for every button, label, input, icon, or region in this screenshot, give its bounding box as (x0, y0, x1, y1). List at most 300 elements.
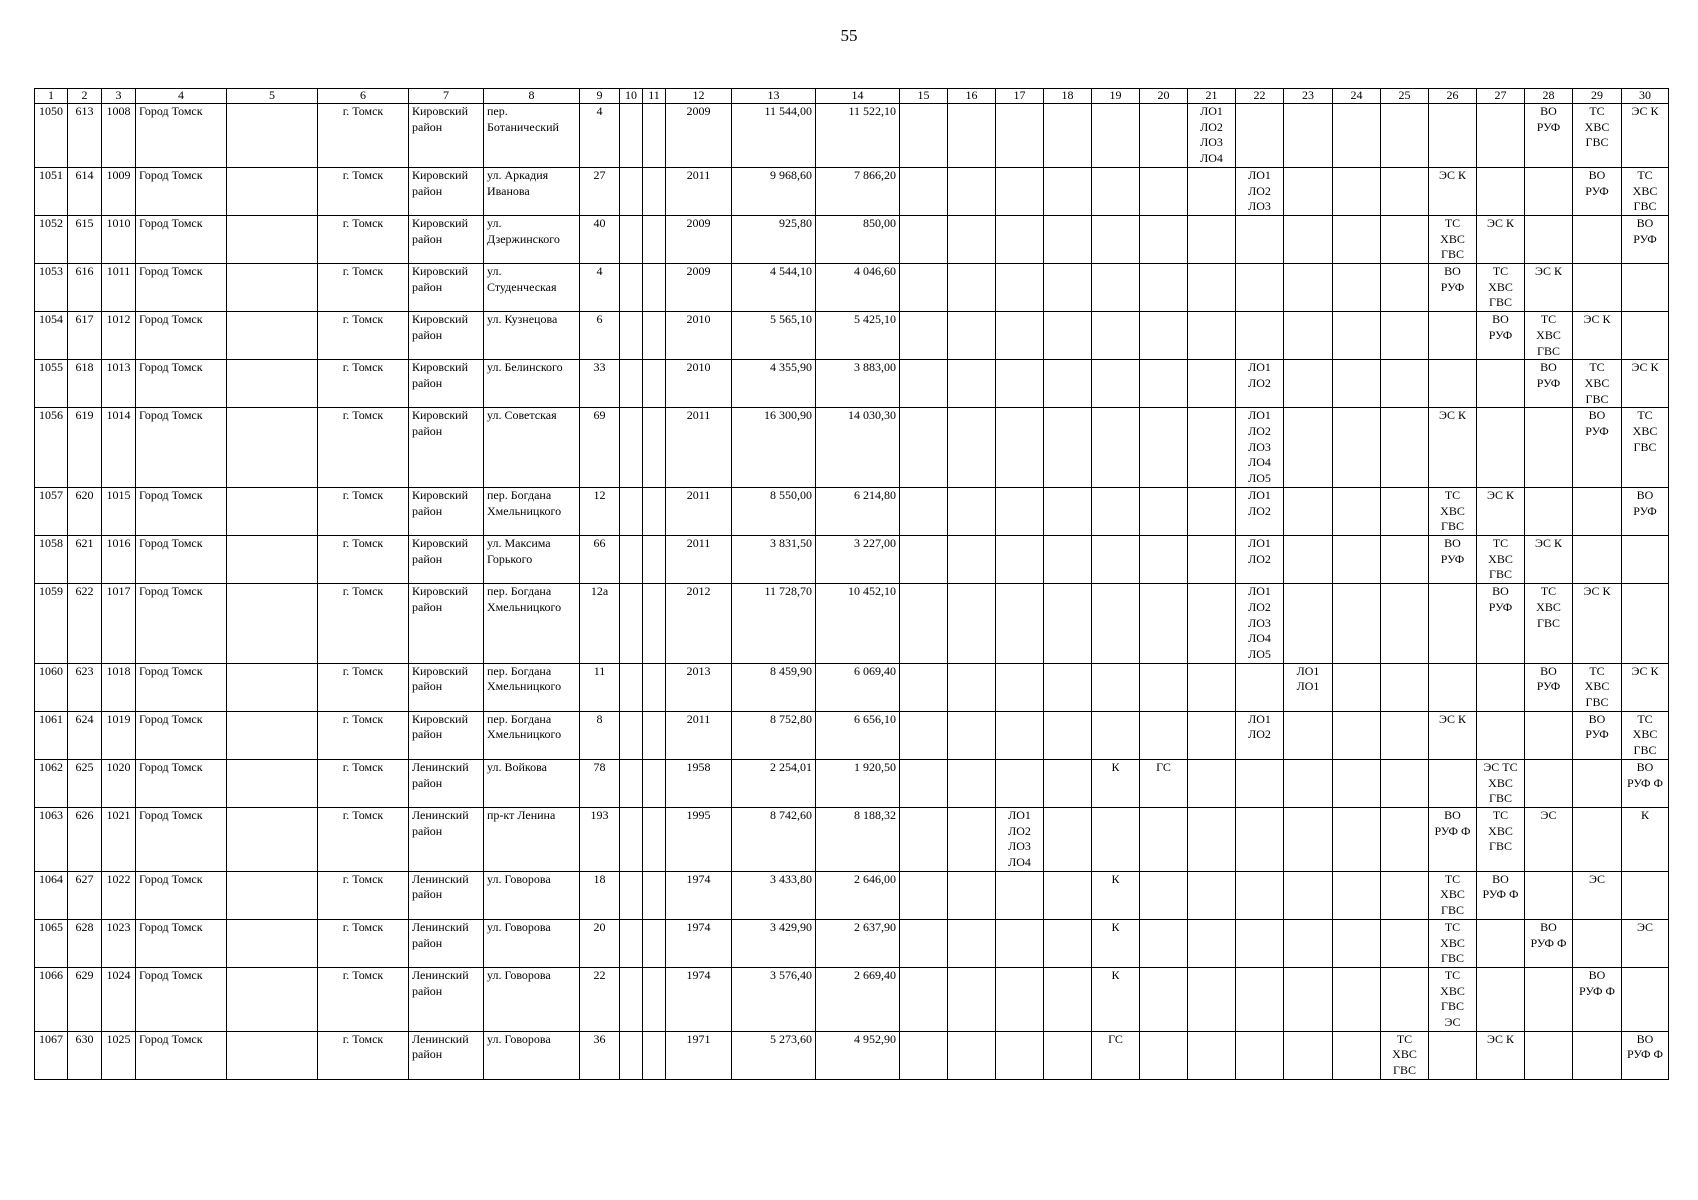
table-cell: 1010 (102, 215, 136, 263)
table-cell: ЭС К (1429, 408, 1477, 488)
table-cell: 619 (68, 408, 102, 488)
table-row (35, 215, 1669, 263)
table-cell (1622, 584, 1669, 664)
table-cell (1622, 535, 1669, 583)
table-cell: г. Томск (318, 584, 409, 664)
table-cell: г. Томск (318, 807, 409, 871)
table-cell: 1971 (666, 1031, 732, 1079)
table-cell: 624 (68, 711, 102, 759)
table-cell (620, 215, 643, 263)
table-cell (1284, 487, 1333, 535)
table-cell: 4 046,60 (816, 264, 900, 312)
table-cell: Кировский район (409, 104, 484, 168)
table-cell: 1974 (666, 967, 732, 1031)
table-cell (900, 312, 948, 360)
table-cell: 1015 (102, 487, 136, 535)
table-cell: 1014 (102, 408, 136, 488)
table-cell: ЭС К (1573, 584, 1622, 664)
table-cell: ТС ХВС ГВС (1429, 487, 1477, 535)
table-cell: 1053 (35, 264, 68, 312)
table-cell: г. Томск (318, 360, 409, 408)
table-cell (620, 967, 643, 1031)
table-row (35, 871, 1669, 919)
table-cell: г. Томск (318, 711, 409, 759)
table-cell: 2011 (666, 167, 732, 215)
table-cell: 1025 (102, 1031, 136, 1079)
table-cell (1284, 711, 1333, 759)
table-cell: 11 728,70 (732, 584, 816, 664)
table-cell: г. Томск (318, 408, 409, 488)
table-cell (1429, 584, 1477, 664)
table-cell (1333, 871, 1381, 919)
table-row (35, 487, 1669, 535)
table-cell (1188, 759, 1236, 807)
table-cell: 2011 (666, 711, 732, 759)
table-cell (227, 167, 318, 215)
table-cell (948, 919, 996, 967)
table-row (35, 167, 1669, 215)
table-cell (620, 312, 643, 360)
table-cell: 1022 (102, 871, 136, 919)
column-header: 27 (1477, 89, 1525, 104)
table-cell: ул. Дзержинского (484, 215, 580, 263)
table-cell (1140, 167, 1188, 215)
table-cell (1381, 167, 1429, 215)
table-cell (643, 535, 666, 583)
table-cell: ВО РУФ Ф (1477, 871, 1525, 919)
table-cell (900, 711, 948, 759)
table-cell: ТС ХВС ГВС (1622, 408, 1669, 488)
table-cell (620, 487, 643, 535)
table-cell: ВО РУФ Ф (1622, 1031, 1669, 1079)
table-body (35, 104, 1669, 1080)
table-cell: 850,00 (816, 215, 900, 263)
table-cell (900, 967, 948, 1031)
table-cell (1236, 967, 1284, 1031)
table-cell (1333, 408, 1381, 488)
table-cell: 618 (68, 360, 102, 408)
table-cell (620, 584, 643, 664)
table-cell (996, 584, 1044, 664)
table-cell (948, 807, 996, 871)
column-header: 28 (1525, 89, 1573, 104)
table-cell (1284, 919, 1333, 967)
table-cell (1236, 759, 1284, 807)
table-cell: г. Томск (318, 104, 409, 168)
table-cell: 626 (68, 807, 102, 871)
table-cell (620, 104, 643, 168)
table-cell: пр-кт Ленина (484, 807, 580, 871)
table-cell: 1974 (666, 871, 732, 919)
table-cell (1573, 759, 1622, 807)
table-cell (996, 967, 1044, 1031)
table-cell (1140, 312, 1188, 360)
table-cell: Кировский район (409, 215, 484, 263)
table-cell (900, 215, 948, 263)
table-cell: ЛО1 ЛО1 (1284, 663, 1333, 711)
table-cell: 617 (68, 312, 102, 360)
table-cell: Ленинский район (409, 919, 484, 967)
table-cell (227, 360, 318, 408)
table-cell: ТС ХВС ГВС (1573, 360, 1622, 408)
table-cell: 1056 (35, 408, 68, 488)
table-cell (996, 215, 1044, 263)
column-header: 30 (1622, 89, 1669, 104)
table-cell: 69 (580, 408, 620, 488)
column-header: 16 (948, 89, 996, 104)
table-cell (1284, 584, 1333, 664)
table-cell: Кировский район (409, 264, 484, 312)
table-cell (1140, 967, 1188, 1031)
table-cell: 1052 (35, 215, 68, 263)
table-cell: 1016 (102, 535, 136, 583)
table-cell: 1050 (35, 104, 68, 168)
table-cell: ВО РУФ (1525, 360, 1573, 408)
table-cell (948, 264, 996, 312)
table-cell: 14 030,30 (816, 408, 900, 488)
table-cell (1140, 871, 1188, 919)
table-cell: 925,80 (732, 215, 816, 263)
table-cell: 12а (580, 584, 620, 664)
table-cell: ЭС К (1429, 167, 1477, 215)
table-cell: ЭС (1622, 919, 1669, 967)
table-cell: 2 669,40 (816, 967, 900, 1031)
table-cell: 2012 (666, 584, 732, 664)
table-cell (1622, 967, 1669, 1031)
table-cell (996, 663, 1044, 711)
table-cell: 1974 (666, 919, 732, 967)
table-cell (1188, 535, 1236, 583)
table-cell: ЛО1 ЛО2 ЛО3 ЛО4 (996, 807, 1044, 871)
table-cell (900, 584, 948, 664)
table-cell: ВО РУФ (1429, 535, 1477, 583)
table-cell: ЛО1 ЛО2 (1236, 535, 1284, 583)
table-cell: Кировский район (409, 408, 484, 488)
table-cell: ТС ХВС ГВС (1429, 919, 1477, 967)
table-cell: 1958 (666, 759, 732, 807)
table-cell: ГС (1092, 1031, 1140, 1079)
table-cell: 2010 (666, 312, 732, 360)
table-cell (996, 487, 1044, 535)
table-cell (1525, 967, 1573, 1031)
table-cell (1092, 408, 1140, 488)
table-cell (1333, 535, 1381, 583)
table-cell (1381, 919, 1429, 967)
table-cell: 1017 (102, 584, 136, 664)
table-cell: г. Томск (318, 264, 409, 312)
table-cell (1140, 535, 1188, 583)
table-cell: г. Томск (318, 312, 409, 360)
table-cell (1381, 535, 1429, 583)
table-cell (948, 360, 996, 408)
table-cell: ТС ХВС ГВС (1525, 312, 1573, 360)
table-cell (1381, 871, 1429, 919)
table-cell (1092, 535, 1140, 583)
table-cell: ЭС К (1622, 104, 1669, 168)
table-cell: 1024 (102, 967, 136, 1031)
table-cell: пер. Богдана Хмельницкого (484, 584, 580, 664)
table-cell: г. Томск (318, 919, 409, 967)
table-cell: ВО РУФ (1429, 264, 1477, 312)
table-cell (1044, 487, 1092, 535)
table-cell: 6 214,80 (816, 487, 900, 535)
table-cell: 2009 (666, 215, 732, 263)
table-cell (1044, 584, 1092, 664)
table-cell: 1012 (102, 312, 136, 360)
table-cell: Город Томск (136, 487, 227, 535)
table-cell (1236, 919, 1284, 967)
table-cell: ЭС К (1477, 215, 1525, 263)
table-cell (1477, 167, 1525, 215)
table-cell: ЭС К (1525, 535, 1573, 583)
table-row (35, 584, 1669, 664)
table-cell: ВО РУФ (1622, 215, 1669, 263)
table-cell (1573, 919, 1622, 967)
table-cell: ТС ХВС ГВС (1622, 167, 1669, 215)
table-cell (948, 215, 996, 263)
table-cell: Город Томск (136, 759, 227, 807)
table-cell: 3 433,80 (732, 871, 816, 919)
table-cell (1236, 1031, 1284, 1079)
column-header: 19 (1092, 89, 1140, 104)
table-row (35, 663, 1669, 711)
table-cell (948, 663, 996, 711)
table-cell (996, 104, 1044, 168)
table-cell (996, 535, 1044, 583)
column-header: 12 (666, 89, 732, 104)
table-cell (1333, 759, 1381, 807)
table-cell: 623 (68, 663, 102, 711)
column-header: 14 (816, 89, 900, 104)
table-cell: Город Томск (136, 535, 227, 583)
table-cell (227, 871, 318, 919)
table-cell: 1018 (102, 663, 136, 711)
table-cell: 1020 (102, 759, 136, 807)
table-cell (1044, 871, 1092, 919)
table-cell (900, 807, 948, 871)
table-cell: ГС (1140, 759, 1188, 807)
table-cell: 22 (580, 967, 620, 1031)
table-cell (1333, 312, 1381, 360)
table-cell (1044, 360, 1092, 408)
table-cell: ВО РУФ (1573, 408, 1622, 488)
table-cell: 10 452,10 (816, 584, 900, 664)
table-cell: 18 (580, 871, 620, 919)
table-cell (1381, 312, 1429, 360)
table-cell: 4 355,90 (732, 360, 816, 408)
table-cell (1525, 759, 1573, 807)
table-cell (1140, 663, 1188, 711)
table-cell (620, 807, 643, 871)
table-cell: Город Томск (136, 215, 227, 263)
table-cell (1284, 215, 1333, 263)
table-cell (1525, 167, 1573, 215)
table-cell: 622 (68, 584, 102, 664)
table-cell: Город Томск (136, 360, 227, 408)
table-cell (1333, 104, 1381, 168)
table-cell (620, 663, 643, 711)
table-cell (1573, 215, 1622, 263)
table-cell: Кировский район (409, 487, 484, 535)
table-cell (1622, 871, 1669, 919)
table-cell: 3 429,90 (732, 919, 816, 967)
table-cell (1236, 215, 1284, 263)
column-header: 22 (1236, 89, 1284, 104)
table-cell (227, 584, 318, 664)
column-number-row (35, 89, 1669, 104)
table-cell: 1065 (35, 919, 68, 967)
table-cell: 628 (68, 919, 102, 967)
table-cell (1188, 967, 1236, 1031)
table-row (35, 919, 1669, 967)
table-cell: 1064 (35, 871, 68, 919)
table-cell (1284, 535, 1333, 583)
table-cell (1381, 759, 1429, 807)
table-cell (1333, 807, 1381, 871)
table-cell: ул. Аркадия Иванова (484, 167, 580, 215)
column-header: 6 (318, 89, 409, 104)
table-cell: 36 (580, 1031, 620, 1079)
table-cell (1044, 919, 1092, 967)
table-cell: ВО РУФ Ф (1525, 919, 1573, 967)
table-cell (1044, 104, 1092, 168)
table-cell (1477, 360, 1525, 408)
table-cell: г. Томск (318, 535, 409, 583)
table-cell (1044, 711, 1092, 759)
table-cell (900, 264, 948, 312)
table-cell (1429, 312, 1477, 360)
table-cell (1140, 1031, 1188, 1079)
table-cell (1284, 967, 1333, 1031)
table-cell: К (1092, 871, 1140, 919)
table-cell: ВО РУФ (1525, 104, 1573, 168)
table-cell (900, 663, 948, 711)
table-cell: ЛО1 ЛО2 ЛО3 ЛО4 ЛО5 (1236, 584, 1284, 664)
table-cell (1044, 759, 1092, 807)
table-cell: ЭС К (1573, 312, 1622, 360)
table-cell (1044, 967, 1092, 1031)
table-cell: г. Томск (318, 759, 409, 807)
table-cell (1236, 663, 1284, 711)
table-cell (996, 312, 1044, 360)
table-cell (643, 167, 666, 215)
table-cell (1188, 584, 1236, 664)
table-cell: 2 646,00 (816, 871, 900, 919)
column-header: 18 (1044, 89, 1092, 104)
table-cell: 1011 (102, 264, 136, 312)
table-cell: 4 952,90 (816, 1031, 900, 1079)
table-cell (1236, 104, 1284, 168)
table-cell (1477, 919, 1525, 967)
table-cell (948, 967, 996, 1031)
table-row (35, 408, 1669, 488)
table-cell: ЛО1 ЛО2 ЛО3 ЛО4 ЛО5 (1236, 408, 1284, 488)
table-cell (1429, 104, 1477, 168)
table-cell (1333, 360, 1381, 408)
table-cell: 5 425,10 (816, 312, 900, 360)
table-cell (620, 1031, 643, 1079)
table-cell: 78 (580, 759, 620, 807)
table-cell: ЭС К (1477, 1031, 1525, 1079)
table-cell (643, 215, 666, 263)
table-cell (996, 711, 1044, 759)
table-cell (1333, 967, 1381, 1031)
table-cell: ЭС (1525, 807, 1573, 871)
table-cell (227, 535, 318, 583)
table-cell: Город Томск (136, 312, 227, 360)
table-cell (643, 967, 666, 1031)
table-cell (1092, 584, 1140, 664)
table-cell: 40 (580, 215, 620, 263)
table-cell (620, 264, 643, 312)
table-cell: ВО РУФ (1525, 663, 1573, 711)
table-cell (948, 312, 996, 360)
table-cell (1573, 807, 1622, 871)
table-cell (1188, 264, 1236, 312)
table-cell (1044, 215, 1092, 263)
table-cell: 8 550,00 (732, 487, 816, 535)
column-header: 7 (409, 89, 484, 104)
table-row (35, 360, 1669, 408)
column-header: 2 (68, 89, 102, 104)
column-header: 21 (1188, 89, 1236, 104)
table-cell (1477, 408, 1525, 488)
table-cell (996, 408, 1044, 488)
table-cell (996, 871, 1044, 919)
table-cell (1092, 312, 1140, 360)
table-cell (1429, 663, 1477, 711)
table-cell: ТС ХВС ГВС (1429, 871, 1477, 919)
table-cell: Город Томск (136, 967, 227, 1031)
table-cell: 3 576,40 (732, 967, 816, 1031)
table-cell: ул. Говорова (484, 871, 580, 919)
table-cell (1622, 264, 1669, 312)
table-cell: Кировский район (409, 535, 484, 583)
table-cell: 1055 (35, 360, 68, 408)
table-cell: Город Томск (136, 1031, 227, 1079)
table-cell: Город Томск (136, 104, 227, 168)
table-cell: К (1622, 807, 1669, 871)
table-cell (620, 360, 643, 408)
table-cell: 27 (580, 167, 620, 215)
table-cell: Город Томск (136, 663, 227, 711)
table-cell: ТС ХВС ГВС (1573, 104, 1622, 168)
table-cell: Кировский район (409, 167, 484, 215)
table-cell: 4 (580, 104, 620, 168)
table-cell: 5 273,60 (732, 1031, 816, 1079)
table-cell (227, 663, 318, 711)
table-cell (227, 264, 318, 312)
table-cell: 6 (580, 312, 620, 360)
table-cell (948, 759, 996, 807)
table-cell: Город Томск (136, 167, 227, 215)
table-cell: Кировский район (409, 711, 484, 759)
table-cell (1333, 663, 1381, 711)
table-cell (948, 408, 996, 488)
table-cell (1333, 215, 1381, 263)
table-cell (1236, 312, 1284, 360)
table-cell: ул. Войкова (484, 759, 580, 807)
table-cell (1140, 807, 1188, 871)
table-cell (900, 360, 948, 408)
table-cell (900, 919, 948, 967)
table-cell: 1058 (35, 535, 68, 583)
table-cell (1622, 312, 1669, 360)
table-cell (1284, 264, 1333, 312)
table-cell: ВО РУФ Ф (1622, 759, 1669, 807)
table-cell (227, 919, 318, 967)
column-header: 15 (900, 89, 948, 104)
